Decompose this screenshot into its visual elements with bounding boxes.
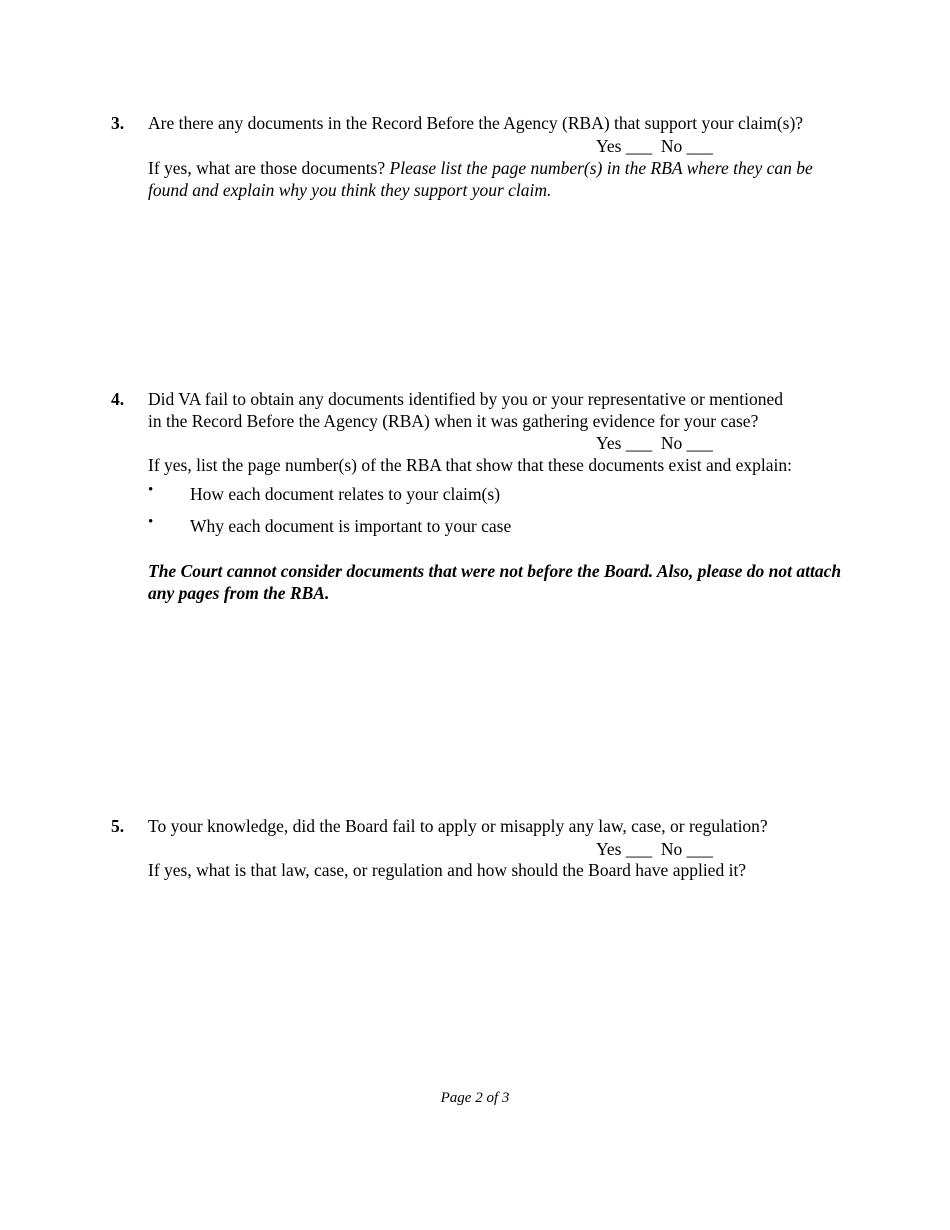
question-followup: If yes, list the page number(s) of the RBA that show that these documents exist and explain: [148,454,792,475]
bullet-icon: • [148,482,154,498]
question-text: Are there any documents in the Record Before the Agency (RBA) that support your claim(s)? [148,113,804,133]
list-item [148,484,848,516]
yes-no-answer-field[interactable]: Yes ___ No ___ [596,838,713,859]
followup-plain-text: If yes, what are those documents? [148,158,390,178]
bullet-text: Why each document is important to your case [190,516,512,536]
page-footer: Page 2 of 3 [440,1090,510,1106]
bullet-text: How each document relates to your claim(s) [190,484,501,504]
yes-no-answer-field[interactable]: Yes ___ No ___ [596,135,713,156]
followup-instructions: Please list the page number(s) in the RBA where they can be found and explain why you think they support your claim. [148,158,813,200]
question-number: 5. [111,816,125,836]
court-notice: The Court cannot consider documents that were not before the Board. Also, please do not attach any pages from the RBA. [148,561,842,603]
question-number: 3. [111,113,125,133]
question-followup: If yes, what is that law, case, or regulation and how should the Board have applied it? [148,860,747,880]
question-body [148,113,848,201]
question-body [148,816,848,882]
question-number: 4. [111,389,125,409]
yes-no-answer-field[interactable]: Yes ___ No ___ [596,433,713,453]
question-text-line-2: in the Record Before the Agency (RBA) when it was gathering evidence for your case? [148,410,759,431]
explanation-bullet-list [148,484,848,548]
bullet-icon: • [148,514,154,530]
list-item [148,516,848,548]
question-text-line-1: Did VA fail to obtain any documents identified by you or your representative or mentioned [148,389,784,409]
question-followup [148,158,848,201]
question-text: To your knowledge, did the Board fail to apply or misapply any law, case, or regulation? [148,816,768,836]
question-body [148,389,848,604]
